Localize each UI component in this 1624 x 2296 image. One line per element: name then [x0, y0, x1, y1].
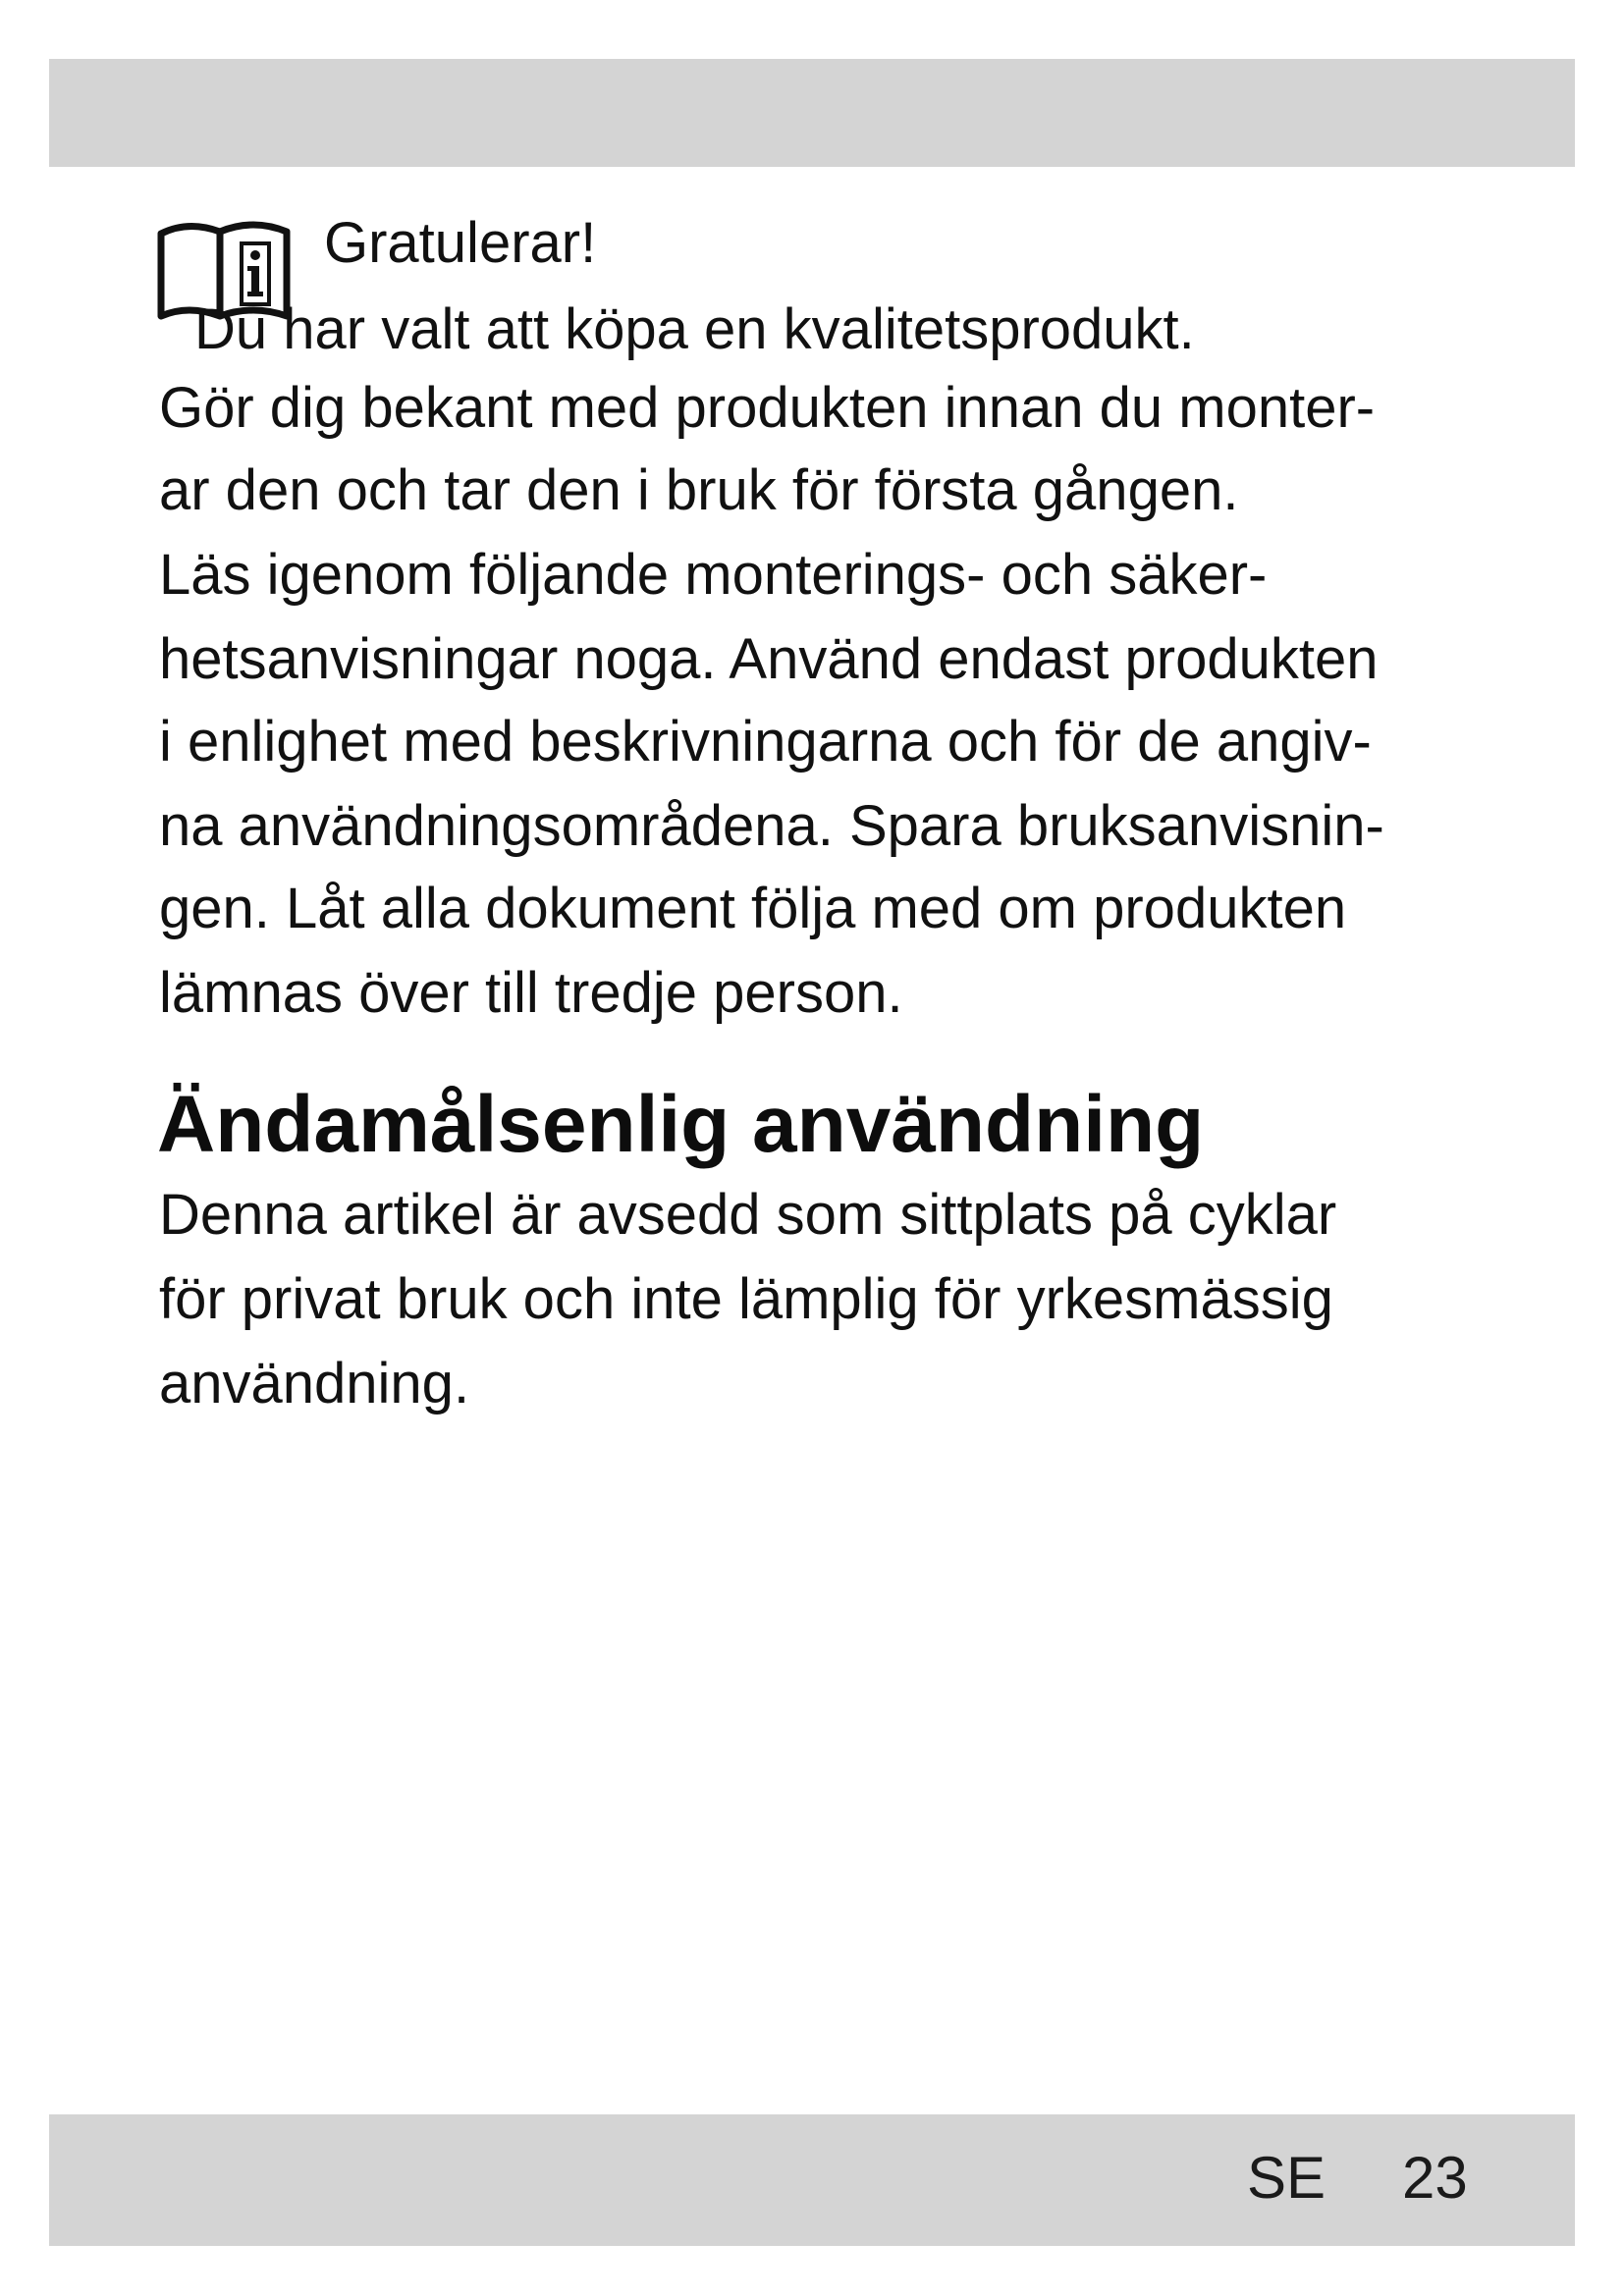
footer-language: SE: [1247, 2145, 1326, 2211]
intro-line-4: Läs igenom följande monterings- och säker-: [159, 543, 1268, 607]
section-line-1: Denna artikel är avsedd som sittplats på cyklar: [159, 1183, 1337, 1247]
section-heading: Ändamålsenlig användning: [157, 1080, 1205, 1169]
footer-bar: [49, 2114, 1575, 2246]
intro-line-2: Gör dig bekant med produkten innan du monter-: [159, 376, 1376, 440]
intro-line-7: na användningsområdena. Spara bruksanvisnin-: [159, 794, 1384, 858]
intro-line-6: i enlighet med beskrivningarna och för de angiv-: [159, 710, 1372, 774]
intro-line-9: lämnas över till tredje person.: [159, 961, 903, 1025]
section-line-3: användning.: [159, 1352, 470, 1415]
intro-line-5: hetsanvisningar noga. Använd endast produkten: [159, 627, 1379, 691]
header-bar: [49, 59, 1575, 167]
intro-greeting: Gratulerar!: [324, 211, 597, 275]
intro-line-1: Du har valt att köpa en kvalitetsprodukt.: [194, 297, 1195, 361]
intro-line-8: gen. Låt alla dokument följa med om produkten: [159, 877, 1347, 940]
page-number: 23: [1402, 2145, 1468, 2211]
section-line-2: för privat bruk och inte lämplig för yrkesmässig: [159, 1267, 1333, 1331]
intro-line-3: ar den och tar den i bruk för första gången.: [159, 458, 1239, 522]
